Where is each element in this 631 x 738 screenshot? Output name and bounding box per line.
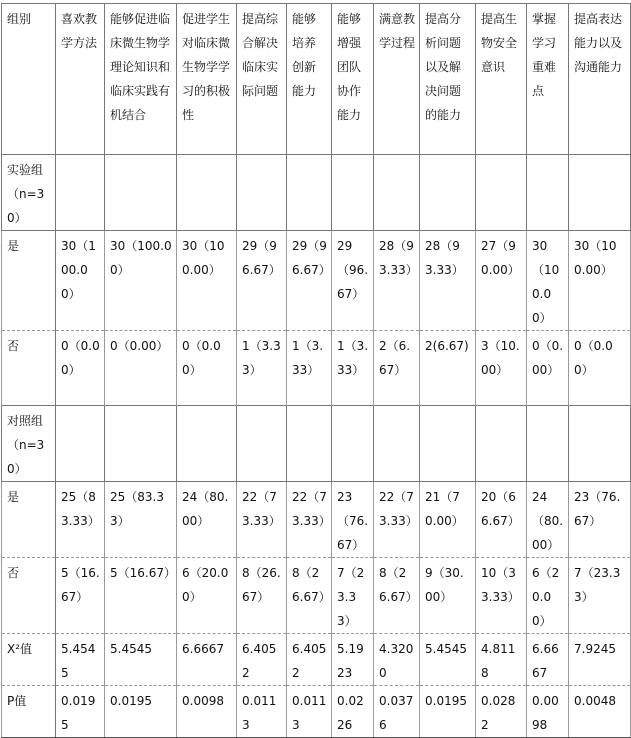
table-cell: 24（80.00） [527, 482, 569, 558]
control-yes-row [2, 482, 631, 558]
experimental-group-label: 实验组（n=30） [2, 155, 56, 231]
table-cell: 30（100.00） [56, 231, 105, 331]
table-cell: 1（3.33） [237, 331, 287, 406]
table-cell: 0.0098 [527, 686, 569, 738]
table-cell: 25（83.33） [56, 482, 105, 558]
table-cell: 0（0.00） [569, 331, 631, 406]
table-cell: 10（33.33） [476, 558, 527, 634]
header-col: 提高生物安全意识 [476, 4, 527, 155]
table-cell: 6.4052 [287, 634, 332, 686]
table-cell: 0.0195 [420, 686, 476, 738]
table-cell: 8（26.67） [374, 558, 420, 634]
header-col: 提高综合解决临床实际问题 [237, 4, 287, 155]
chi-square-row [2, 634, 631, 686]
table-cell: 0（0.00） [56, 331, 105, 406]
table-cell: 5（16.67） [105, 558, 177, 634]
table-cell: 0.0195 [105, 686, 177, 738]
header-col: 喜欢教学方法 [56, 4, 105, 155]
table-cell: 2(6.67) [420, 331, 476, 406]
table-cell: 0.0098 [177, 686, 237, 738]
table-cell: 7（23.33） [569, 558, 631, 634]
table-cell: 0（0.00） [105, 331, 177, 406]
table-cell: 4.8118 [476, 634, 527, 686]
table-cell: 8（26.67） [237, 558, 287, 634]
table-cell: 30（100.00） [569, 231, 631, 331]
table-cell: 28（93.33） [420, 231, 476, 331]
table-cell: 0.0113 [237, 686, 287, 738]
table-cell: 21（70.00） [420, 482, 476, 558]
table-cell: 29（96.67） [332, 231, 374, 331]
p-value-label: P值 [2, 686, 56, 738]
header-col: 掌握学习重难点 [527, 4, 569, 155]
control-no-row [2, 558, 631, 634]
table-cell: 5.1923 [332, 634, 374, 686]
table-cell: 28（93.33） [374, 231, 420, 331]
table-cell: 7.9245 [569, 634, 631, 686]
table-cell: 5.4545 [420, 634, 476, 686]
table-cell: 0.0195 [56, 686, 105, 738]
chi-square-label: Χ²值 [2, 634, 56, 686]
table-cell: 29（96.67） [237, 231, 287, 331]
row-label-no: 否 [2, 558, 56, 634]
table-cell: 23（76.67） [569, 482, 631, 558]
table-cell: 1（3.33） [332, 331, 374, 406]
row-label-yes: 是 [2, 231, 56, 331]
table-cell: 1（3.33） [287, 331, 332, 406]
table-cell: 6（20.00） [527, 558, 569, 634]
row-label-no: 否 [2, 331, 56, 406]
header-row [2, 4, 631, 155]
table-cell: 8（26.67） [287, 558, 332, 634]
table-cell: 0.0282 [476, 686, 527, 738]
table-cell: 30（100.00） [105, 231, 177, 331]
table-cell: 27（90.00） [476, 231, 527, 331]
table-cell: 22（73.33） [374, 482, 420, 558]
table-cell: 20（66.67） [476, 482, 527, 558]
table-cell: 5.4545 [56, 634, 105, 686]
table-cell: 5（16.67） [56, 558, 105, 634]
table-cell: 23（76.67） [332, 482, 374, 558]
results-table [1, 3, 631, 738]
control-group-label: 对照组（n=30） [2, 406, 56, 482]
table-cell: 7（23.33） [332, 558, 374, 634]
table-cell: 2（6.67） [374, 331, 420, 406]
table-cell: 6（20.00） [177, 558, 237, 634]
header-col: 促进学生对临床微生物学学习的积极性 [177, 4, 237, 155]
table-cell: 0（0.00） [527, 331, 569, 406]
control-group-row [2, 406, 631, 482]
table-cell: 22（73.33） [287, 482, 332, 558]
table-cell: 22（73.33） [237, 482, 287, 558]
table-cell: 9（30.00） [420, 558, 476, 634]
table-cell: 0.0376 [374, 686, 420, 738]
header-col: 提高表达能力以及沟通能力 [569, 4, 631, 155]
table-cell: 0.0226 [332, 686, 374, 738]
table-cell: 3（10.00） [476, 331, 527, 406]
header-col: 能够促进临床微生物学理论知识和临床实践有机结合 [105, 4, 177, 155]
p-value-row [2, 686, 631, 738]
experimental-no-row [2, 331, 631, 406]
table-cell: 30（100.00） [527, 231, 569, 331]
table-cell: 5.4545 [105, 634, 177, 686]
table-cell: 30（100.00） [177, 231, 237, 331]
header-col: 满意教学过程 [374, 4, 420, 155]
table-cell: 6.6667 [177, 634, 237, 686]
table-cell: 24（80.00） [177, 482, 237, 558]
table-cell: 6.4052 [237, 634, 287, 686]
header-group: 组别 [2, 4, 56, 155]
table-cell: 0（0.00） [177, 331, 237, 406]
row-label-yes: 是 [2, 482, 56, 558]
table-cell: 29（96.67） [287, 231, 332, 331]
table-cell: 6.6667 [527, 634, 569, 686]
table-cell: 25（83.33） [105, 482, 177, 558]
header-col: 提高分析问题以及解决问题的能力 [420, 4, 476, 155]
table-cell: 0.0048 [569, 686, 631, 738]
header-col: 能够培养创新能力 [287, 4, 332, 155]
table-cell: 4.3200 [374, 634, 420, 686]
experimental-group-row [2, 155, 631, 231]
table-cell: 0.0113 [287, 686, 332, 738]
experimental-yes-row [2, 231, 631, 331]
header-col: 能够增强团队协作能力 [332, 4, 374, 155]
